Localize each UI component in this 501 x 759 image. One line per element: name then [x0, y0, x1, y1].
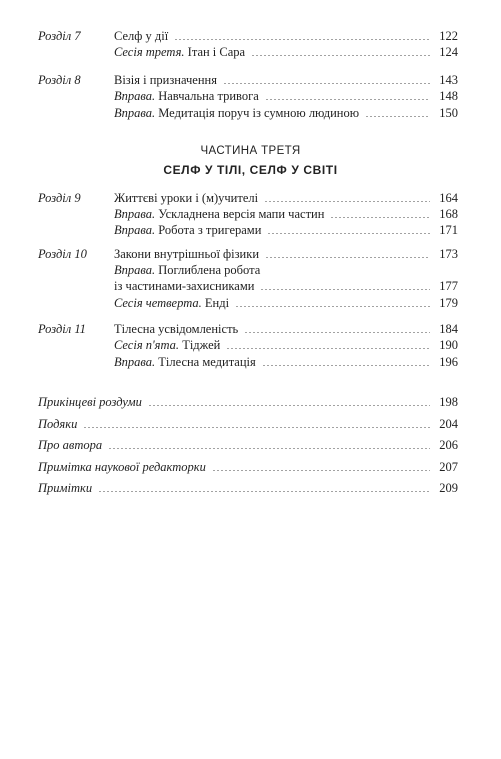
entry-title: Сесія п'ята. Тіджей — [114, 338, 221, 352]
entry-title: Про автора — [38, 438, 103, 452]
page-number: 190 — [439, 338, 458, 352]
page-number: 184 — [439, 322, 458, 336]
page-number: 206 — [439, 438, 458, 452]
dot-leader — [365, 116, 430, 117]
page-number: 209 — [439, 481, 458, 495]
dot-leader — [98, 491, 430, 492]
page-number: 204 — [439, 417, 458, 431]
toc-entry-about-author[interactable] — [38, 437, 458, 453]
dot-leader — [262, 365, 430, 366]
entry-title: Селф у дії — [114, 29, 169, 43]
page-number: 173 — [439, 247, 458, 261]
chapter-label: Розділ 9 — [38, 191, 81, 205]
entry-title: Сесія четверта. Енді — [114, 296, 230, 310]
page-number: 196 — [439, 355, 458, 369]
page-number: 207 — [439, 460, 458, 474]
part-title: СЕЛФ У ТІЛІ, СЕЛФ У СВІТІ — [163, 163, 338, 177]
dot-leader — [223, 83, 430, 84]
entry-title: із частинами-захисниками — [114, 279, 255, 293]
entry-title: Сесія третя. Ітан і Сара — [114, 45, 246, 59]
entry-title: Вправа. Навчальна тривога — [114, 89, 259, 103]
entry-title: Примітка наукової редакторки — [38, 460, 206, 474]
page-number: 143 — [439, 73, 458, 87]
chapter-label: Розділ 8 — [38, 73, 81, 87]
toc-entry[interactable] — [114, 222, 458, 238]
chapter-label: Розділ 7 — [38, 29, 81, 43]
page-number: 179 — [439, 296, 458, 310]
entry-title: Подяки — [38, 417, 78, 431]
entry-title: Тілесна усвідомленість — [114, 322, 239, 336]
dot-leader — [265, 99, 430, 100]
dot-leader — [108, 448, 430, 449]
toc-entry[interactable] — [114, 206, 458, 222]
page-number: 124 — [439, 45, 458, 59]
chapter-label: Розділ 10 — [38, 247, 87, 261]
entry-title: Вправа. Робота з тригерами — [114, 223, 262, 237]
toc-entry-editor-note[interactable] — [38, 459, 458, 475]
page-number: 122 — [439, 29, 458, 43]
entry-title: Вправа. Ускладнена версія мапи частин — [114, 207, 325, 221]
page-number: 148 — [439, 89, 458, 103]
toc-entry[interactable] — [114, 44, 458, 60]
entry-title: Примітки — [38, 481, 93, 495]
dot-leader — [264, 201, 430, 202]
dot-leader — [148, 405, 430, 406]
toc-entry-afterword[interactable] — [38, 394, 458, 410]
page-number: 198 — [439, 395, 458, 409]
toc-entry[interactable] — [114, 105, 458, 121]
dot-leader — [260, 289, 430, 290]
dot-leader — [244, 332, 430, 333]
toc-entry-acknowledgements[interactable] — [38, 416, 458, 432]
entry-title: Вправа. Медитація поруч із сумною людиною — [114, 106, 360, 120]
entry-title: Вправа. Поглиблена робота — [114, 263, 261, 277]
dot-leader — [226, 348, 430, 349]
toc-entry[interactable] — [114, 28, 458, 44]
page-number: 164 — [439, 191, 458, 205]
dot-leader — [330, 217, 430, 218]
toc-entry[interactable] — [114, 246, 458, 262]
dot-leader — [265, 257, 430, 258]
entry-title: Життєві уроки і (м)учителі — [114, 191, 259, 205]
dot-leader — [174, 39, 430, 40]
chapter-label: Розділ 11 — [38, 322, 86, 336]
entry-title: Прикінцеві роздуми — [38, 395, 142, 409]
dot-leader — [83, 427, 430, 428]
toc-entry[interactable] — [114, 190, 458, 206]
toc-entry[interactable] — [114, 88, 458, 104]
toc-entry[interactable] — [114, 278, 458, 294]
page-number: 171 — [439, 223, 458, 237]
toc-entry[interactable] — [114, 72, 458, 88]
page-number: 150 — [439, 106, 458, 120]
dot-leader — [267, 233, 430, 234]
toc-entry[interactable] — [114, 262, 458, 278]
part-number: ЧАСТИНА ТРЕТЯ — [200, 145, 301, 157]
dot-leader — [212, 470, 430, 471]
entry-title: Вправа. Тілесна медитація — [114, 355, 256, 369]
entry-title: Візія і призначення — [114, 73, 217, 87]
toc-entry-notes[interactable] — [38, 480, 458, 496]
toc-entry[interactable] — [114, 337, 458, 353]
toc-entry[interactable] — [114, 295, 458, 311]
dot-leader — [251, 55, 430, 56]
page-number: 168 — [439, 207, 458, 221]
toc-entry[interactable] — [114, 321, 458, 337]
page-number: 177 — [439, 279, 458, 293]
dot-leader — [235, 306, 430, 307]
toc-entry[interactable] — [114, 354, 458, 370]
entry-title: Закони внутрішньої фізики — [114, 247, 260, 261]
